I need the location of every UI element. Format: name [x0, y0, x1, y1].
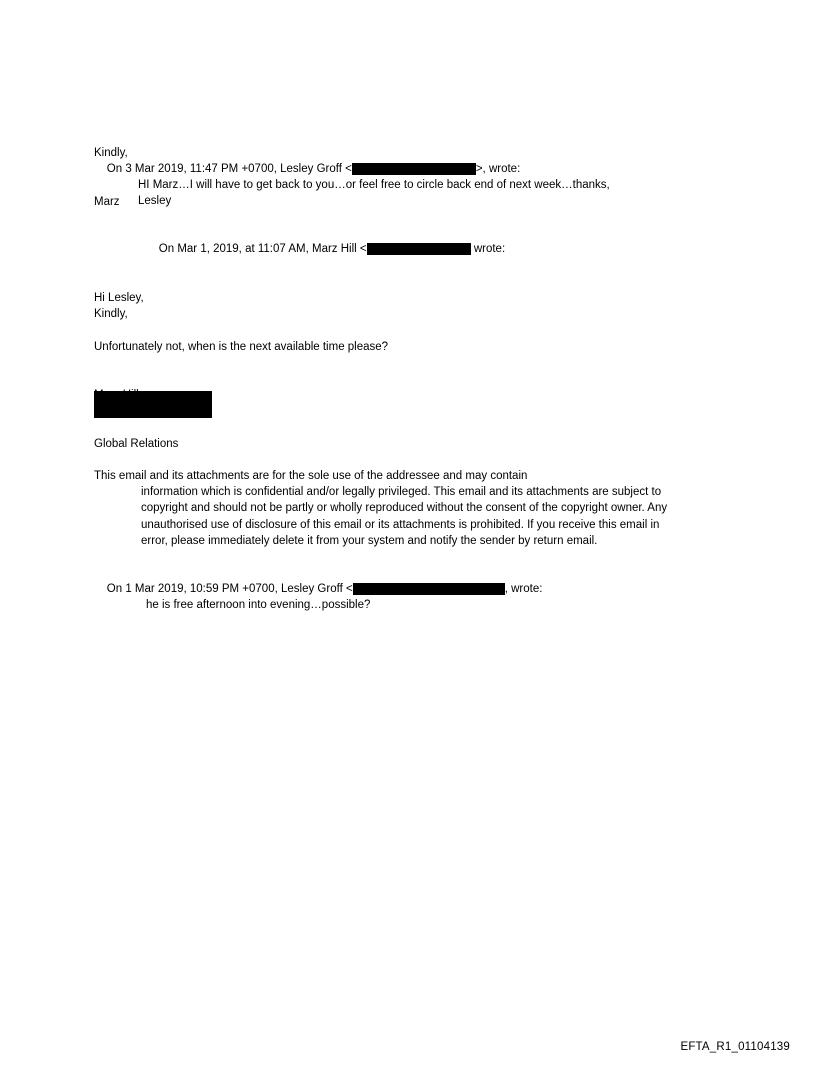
quote-header-1-suffix: >, wrote: — [475, 163, 521, 176]
redaction-bar-signature — [94, 391, 212, 418]
reply-question: Unfortunately not, when is the next available time please? — [94, 341, 389, 354]
redaction-bar-email-3 — [353, 583, 505, 595]
signoff-line-name: Marz — [94, 196, 120, 209]
quote-header-3-prefix: On 1 Mar 2019, 10:59 PM +0700, Lesley Groff < — [106, 583, 353, 596]
quote-header-2-suffix: wrote: — [470, 243, 506, 256]
document-bates-number: EFTA_R1_01104139 — [680, 1041, 790, 1053]
reply-greeting: Hi Lesley, — [94, 292, 144, 305]
redaction-bar-email-2 — [367, 243, 471, 255]
quote-header-1-prefix: On 3 Mar 2019, 11:47 PM +0700, Lesley Groff < — [106, 163, 352, 176]
signoff-line-kindly: Kindly, — [94, 147, 128, 160]
quote-header-3-suffix: , wrote: — [504, 583, 543, 596]
quote-body-1: HI Marz…I will have to get back to you…or feel free to circle back end of next week…thanks, Lesley — [138, 179, 613, 208]
disclaimer-first-line: This email and its attachments are for the sole use of the addressee and may contain — [94, 470, 528, 482]
signature — [94, 355, 178, 485]
signature-title: Global Relations — [94, 438, 179, 451]
redaction-bar-email-1 — [352, 163, 476, 175]
quote-header-2-prefix: On Mar 1, 2019, at 11:07 AM, Marz Hill < — [158, 243, 367, 256]
disclaimer-body: information which is confidential and/or legally privileged. This email and its attachments are subject to copyright and should not be partly or wholly reproduced without the consent of the copyright owner. Any unauthorised use of disclosure of this email or its attachments is prohibited. If you receive this email in error, please immediately delete it from your system and notify the sender by return email. — [141, 486, 668, 547]
email-disclaimer — [94, 468, 680, 549]
quote-body-3: he is free afternoon into evening…possible? — [146, 599, 371, 611]
reply-signoff: Kindly, — [94, 308, 128, 320]
